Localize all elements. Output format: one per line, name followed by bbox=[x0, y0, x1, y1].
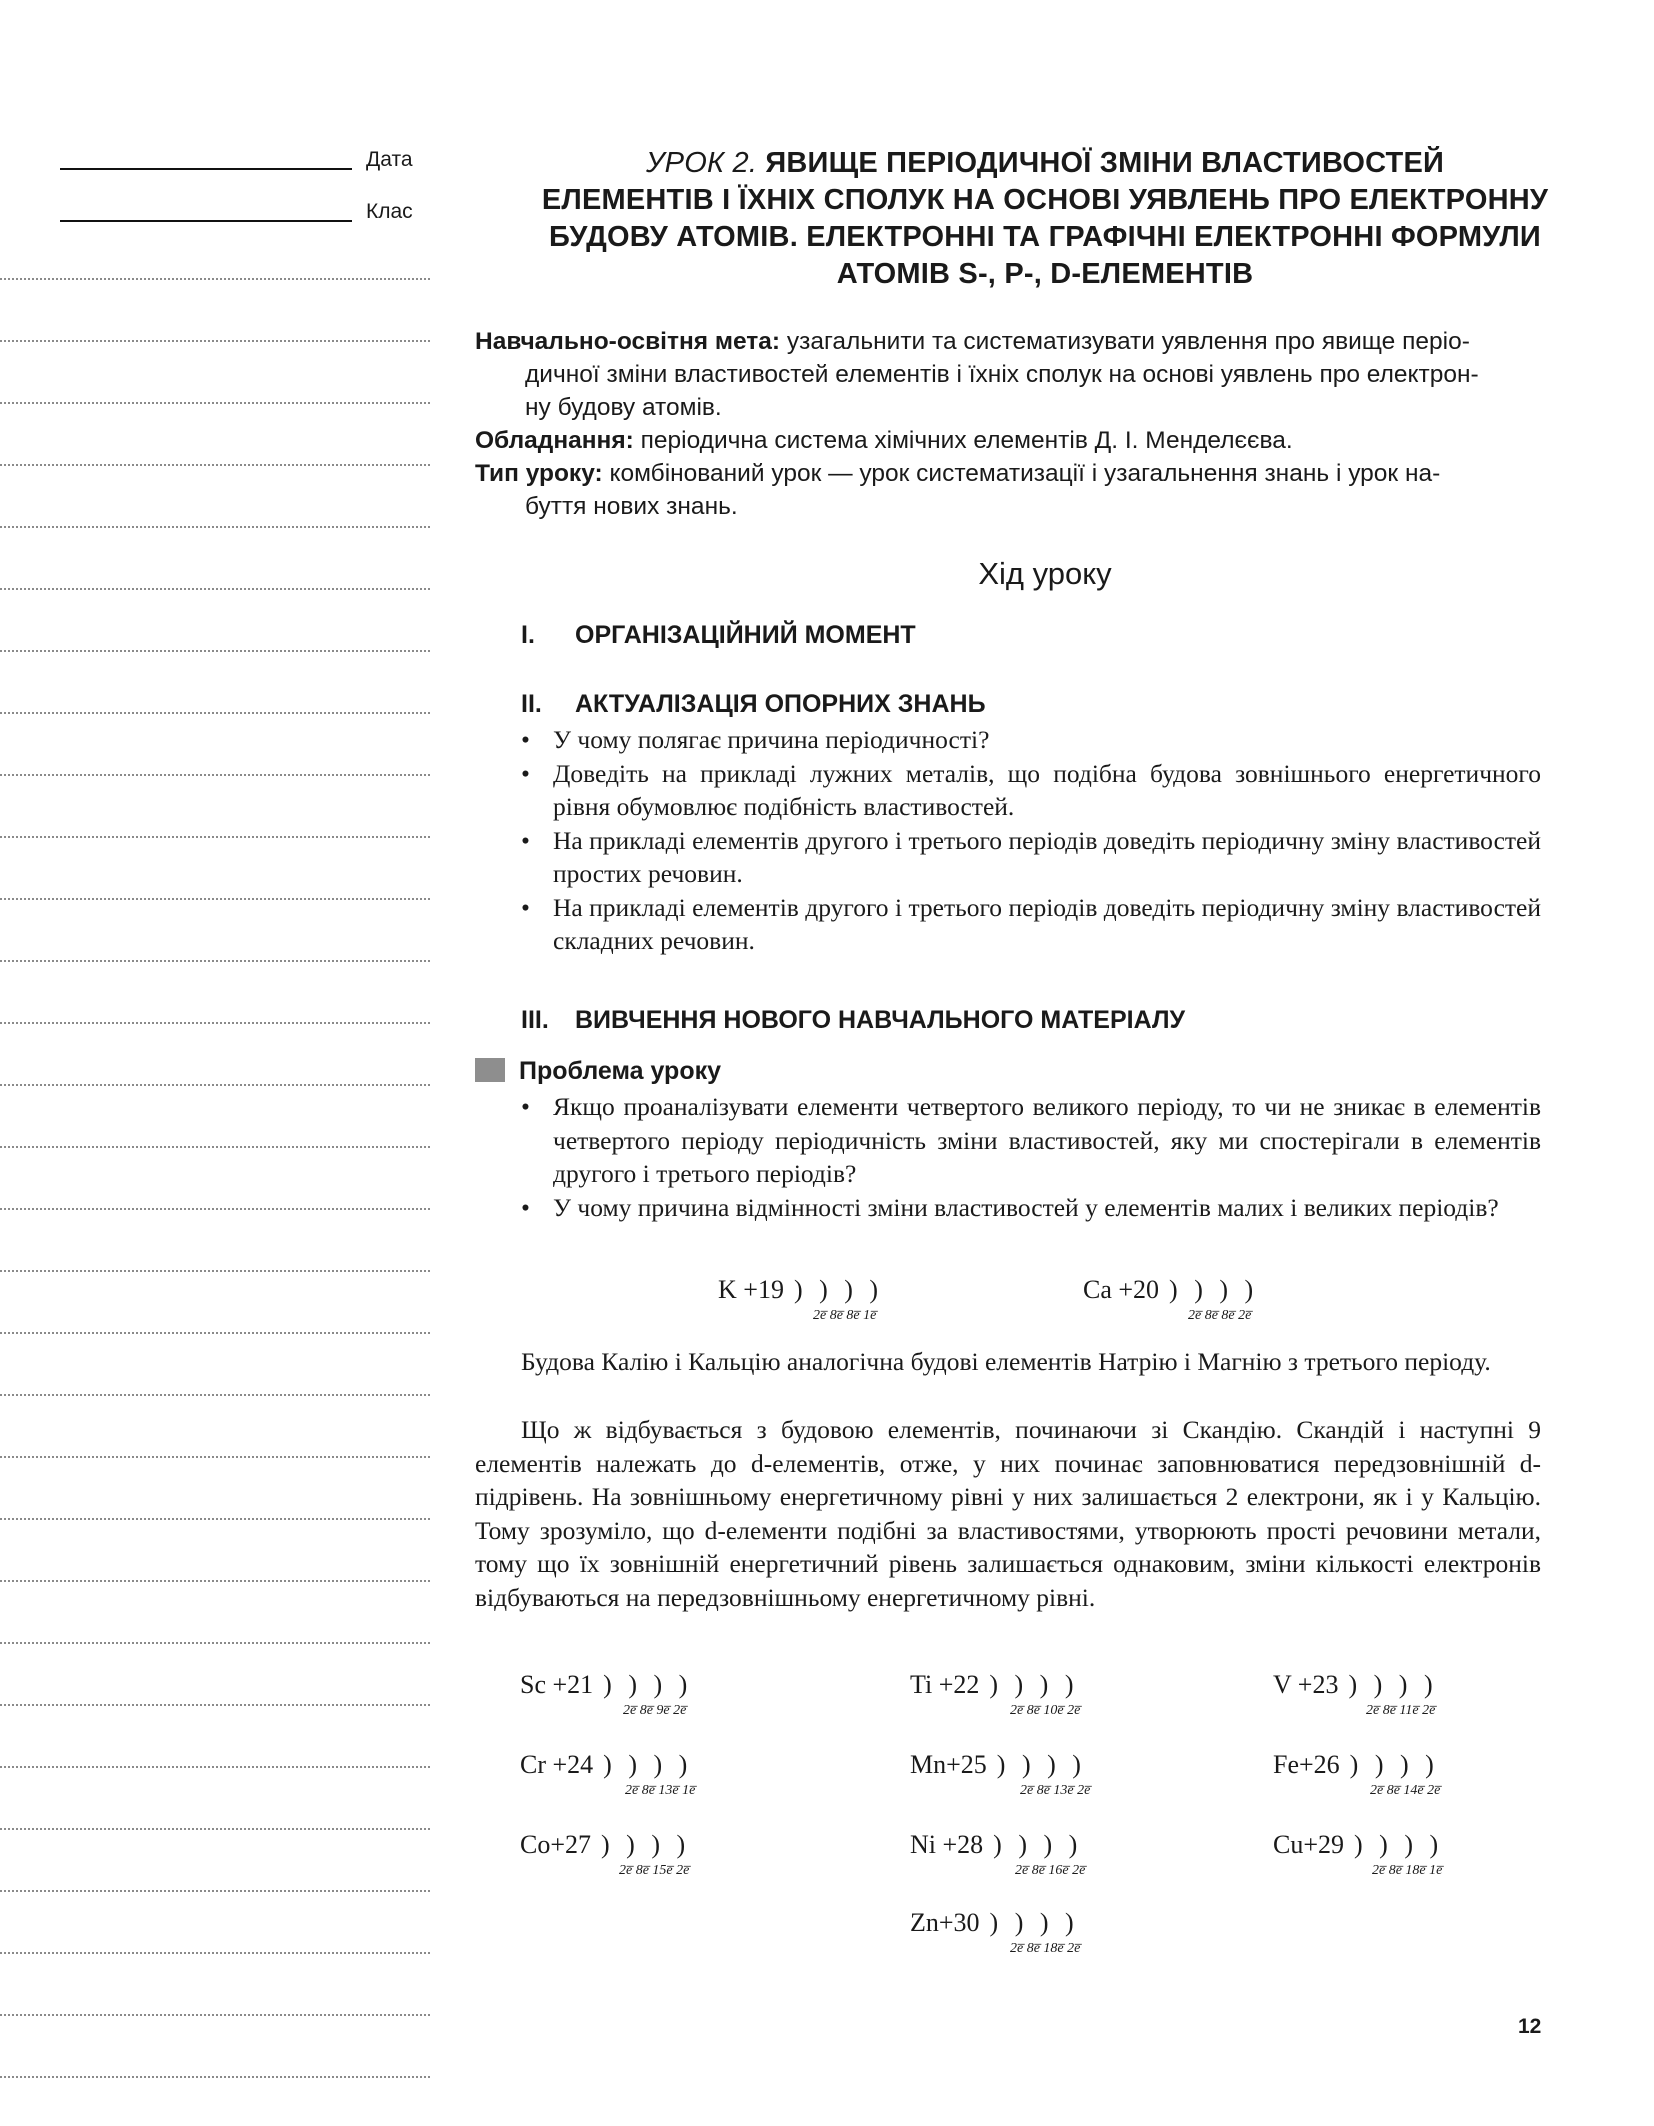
equipment-text: періодична система хімічних елементів Д. І. Менделєєва. bbox=[640, 427, 1293, 454]
page-number: 12 bbox=[1518, 2015, 1542, 2038]
date-label: Дата bbox=[366, 148, 413, 171]
energy-levels-icon: ) ) ) ) bbox=[1349, 1750, 1439, 1779]
type-label: Тип уроку: bbox=[475, 460, 603, 487]
scheme-label: Fe+26 bbox=[1273, 1750, 1340, 1779]
lesson-number: УРОК 2. bbox=[645, 147, 758, 179]
scheme-v bbox=[1273, 1670, 1438, 1718]
note-line bbox=[0, 1518, 430, 1520]
note-line bbox=[0, 1332, 430, 1334]
note-line bbox=[0, 1642, 430, 1644]
electron-counts: 2e̅ 8e̅ 14e̅ 2e̅ bbox=[1370, 1783, 1441, 1798]
scheme-k bbox=[718, 1275, 884, 1323]
scheme-ti bbox=[910, 1670, 1081, 1718]
section-1-title: ОРГАНІЗАЦІЙНИЙ МОМЕНТ bbox=[575, 621, 916, 649]
energy-levels-icon: ) ) ) ) bbox=[996, 1750, 1086, 1779]
bullet-icon: • bbox=[521, 1092, 530, 1121]
section-3-title: ВИВЧЕННЯ НОВОГО НАВЧАЛЬНОГО МАТЕРІАЛУ bbox=[575, 1006, 1186, 1034]
scheme-label: Ti +22 bbox=[910, 1670, 980, 1699]
note-line bbox=[0, 1146, 430, 1148]
scheme-ca bbox=[1083, 1275, 1259, 1323]
scheme-label: Ca +20 bbox=[1083, 1275, 1160, 1304]
class-field-line bbox=[60, 220, 352, 222]
scheme-cr bbox=[520, 1750, 696, 1798]
note-line bbox=[0, 464, 430, 466]
note-line bbox=[0, 2014, 430, 2016]
scheme-fe bbox=[1273, 1750, 1441, 1798]
electron-counts: 2e̅ 8e̅ 13e̅ 1e̅ bbox=[625, 1783, 696, 1798]
scheme-cu bbox=[1273, 1830, 1444, 1878]
note-line bbox=[0, 836, 430, 838]
scheme-label: Zn+30 bbox=[910, 1908, 980, 1937]
energy-levels-icon: ) ) ) ) bbox=[603, 1670, 693, 1699]
section-2-title: АКТУАЛІЗАЦІЯ ОПОРНИХ ЗНАНЬ bbox=[575, 690, 986, 718]
goal-label: Навчально-освітня мета: bbox=[475, 328, 781, 355]
section-3-heading bbox=[521, 1006, 1185, 1035]
energy-levels-icon: ) ) ) ) bbox=[603, 1750, 693, 1779]
list-item: • На прикладі елементів другого і третього періодів доведіть періодичну зміну властивостей простих речовин. bbox=[521, 825, 1541, 888]
note-line bbox=[0, 526, 430, 528]
problem-questions bbox=[521, 1090, 1541, 1224]
section-2-heading bbox=[521, 690, 986, 719]
list-item: • У чому причина відмінності зміни властивостей у елементів малих і великих періодів? bbox=[521, 1191, 1541, 1225]
electron-counts: 2e̅ 8e̅ 18e̅ 1e̅ bbox=[1372, 1863, 1443, 1878]
bullet-icon: • bbox=[521, 1192, 530, 1222]
scheme-mn bbox=[910, 1750, 1091, 1798]
date-field-line bbox=[60, 168, 352, 170]
electron-counts: 2e̅ 8e̅ 16e̅ 2e̅ bbox=[1015, 1863, 1086, 1878]
goal-text-2: дичної зміни властивостей елементів і їхніх сполук на основі уявлень про електрон- bbox=[525, 361, 1479, 388]
note-line bbox=[0, 1022, 430, 1024]
note-line bbox=[0, 960, 430, 962]
scheme-label: Mn+25 bbox=[910, 1750, 987, 1779]
energy-levels-icon: ) ) ) ) bbox=[1354, 1830, 1444, 1859]
scheme-sc bbox=[520, 1670, 693, 1718]
type-text-2: буття нових знань. bbox=[525, 493, 738, 520]
scheme-label: K +19 bbox=[718, 1275, 784, 1304]
note-line bbox=[0, 1704, 430, 1706]
electron-counts: 2e̅ 8e̅ 13e̅ 2e̅ bbox=[1020, 1783, 1091, 1798]
review-questions bbox=[521, 723, 1541, 958]
goal-text-3: ну будову атомів. bbox=[525, 394, 722, 421]
title-line-2: ЕЛЕМЕНТІВ І ЇХНІХ СПОЛУК НА ОСНОВІ УЯВЛЕНЬ ПРО ЕЛЕКТРОННУ bbox=[541, 184, 1549, 216]
lesson-info bbox=[475, 325, 1550, 523]
note-line bbox=[0, 1952, 430, 1954]
note-line bbox=[0, 402, 430, 404]
problem-heading-text: Проблема уроку bbox=[519, 1057, 722, 1085]
square-marker-icon bbox=[475, 1058, 505, 1082]
note-line bbox=[0, 774, 430, 776]
lesson-title bbox=[470, 145, 1620, 293]
electron-counts: 2e̅ 8e̅ 8e̅ 1e̅ bbox=[813, 1308, 877, 1323]
bullet-icon: • bbox=[521, 725, 530, 754]
course-heading: Хід уроку bbox=[978, 556, 1112, 591]
list-item: • Доведіть на прикладі лужних металів, що подібна будова зовнішнього енергетичного рівня обумовлює подібність властивостей. bbox=[521, 758, 1541, 821]
note-line bbox=[0, 1766, 430, 1768]
problem-heading bbox=[475, 1057, 721, 1086]
electron-counts: 2e̅ 8e̅ 15e̅ 2e̅ bbox=[619, 1863, 690, 1878]
note-line bbox=[0, 1208, 430, 1210]
electron-counts: 2e̅ 8e̅ 10e̅ 2e̅ bbox=[1010, 1703, 1081, 1718]
bullet-icon: • bbox=[521, 825, 530, 855]
electron-counts: 2e̅ 8e̅ 9e̅ 2e̅ bbox=[623, 1703, 687, 1718]
electron-counts: 2e̅ 8e̅ 8e̅ 2e̅ bbox=[1188, 1308, 1252, 1323]
note-line bbox=[0, 1890, 430, 1892]
equipment-label: Обладнання: bbox=[475, 427, 634, 454]
scheme-label: Cr +24 bbox=[520, 1750, 594, 1779]
energy-levels-icon: ) ) ) ) bbox=[989, 1908, 1079, 1937]
scheme-label: Sc +21 bbox=[520, 1670, 594, 1699]
list-item: • Якщо проаналізувати елементи четвертого великого періоду, то чи не зникає в елементів четвертого періоду періодичність зміни властивостей, яку ми спостерігали в елементів другого і третього періодів? bbox=[521, 1092, 1541, 1188]
scheme-co bbox=[520, 1830, 691, 1878]
energy-levels-icon: ) ) ) ) bbox=[1169, 1275, 1259, 1304]
note-line bbox=[0, 1456, 430, 1458]
scheme-label: V +23 bbox=[1273, 1670, 1339, 1699]
list-item: • У чому полягає причина періодичності? bbox=[521, 723, 1541, 757]
note-line bbox=[0, 1394, 430, 1396]
energy-levels-icon: ) ) ) ) bbox=[601, 1830, 691, 1859]
note-line bbox=[0, 650, 430, 652]
title-line-1: ЯВИЩЕ ПЕРІОДИЧНОЇ ЗМІНИ ВЛАСТИВОСТЕЙ bbox=[765, 147, 1445, 179]
title-line-3: БУДОВУ АТОМІВ. ЕЛЕКТРОННІ ТА ГРАФІЧНІ ЕЛЕКТРОННІ ФОРМУЛИ bbox=[549, 221, 1541, 253]
note-line bbox=[0, 1580, 430, 1582]
note-line bbox=[0, 898, 430, 900]
scheme-label: Co+27 bbox=[520, 1830, 592, 1859]
bullet-icon: • bbox=[521, 758, 530, 788]
note-line bbox=[0, 1828, 430, 1830]
note-line bbox=[0, 278, 430, 280]
note-line bbox=[0, 1084, 430, 1086]
type-text-1: комбінований урок — урок систематизації і узагальнення знань і урок на- bbox=[609, 460, 1441, 487]
section-1-heading bbox=[521, 621, 916, 650]
note-line bbox=[0, 588, 430, 590]
paragraph-1: Будова Калію і Кальцію аналогічна будові елементів Натрію і Магнію з третього періоду. bbox=[521, 1347, 1491, 1376]
note-line bbox=[0, 712, 430, 714]
electron-counts: 2e̅ 8e̅ 18e̅ 2e̅ bbox=[1010, 1941, 1081, 1956]
energy-levels-icon: ) ) ) ) bbox=[993, 1830, 1083, 1859]
energy-levels-icon: ) ) ) ) bbox=[793, 1275, 884, 1304]
paragraph-2: Що ж відбувається з будовою елементів, починаючи зі Скандію. Скандій і наступні 9 елементів належать до d-елементів, отже, у них починає заповнюватися передзовнішній d-підрівень. На зовнішньому енергетичному рівні у них залишається 2 електрони, як і у Кальцію. Тому зрозуміло, що d-елементи подібні за властивостями, утворюють прості речовини метали, тому що їх зовнішній енергетичний рівень залишається однаковим, зміни кількості електронів відбуваються на передзовнішньому енергетичному рівні. bbox=[475, 1415, 1541, 1612]
class-label: Клас bbox=[366, 200, 413, 223]
note-line bbox=[0, 1270, 430, 1272]
section-1-number: I. bbox=[521, 621, 535, 649]
energy-levels-icon: ) ) ) ) bbox=[989, 1670, 1079, 1699]
bullet-icon: • bbox=[521, 892, 530, 922]
goal-text-1: узагальнити та систематизувати уявлення про явище періо- bbox=[786, 328, 1470, 355]
section-2-number: II. bbox=[521, 690, 542, 718]
note-line bbox=[0, 2076, 430, 2078]
title-line-4: АТОМІВ S-, P-, D-ЕЛЕМЕНТІВ bbox=[836, 258, 1254, 290]
energy-levels-icon: ) ) ) ) bbox=[1348, 1670, 1438, 1699]
note-line bbox=[0, 340, 430, 342]
scheme-label: Ni +28 bbox=[910, 1830, 984, 1859]
list-item: • На прикладі елементів другого і третього періодів доведіть періодичну зміну властивостей складних речовин. bbox=[521, 892, 1541, 955]
section-3-number: III. bbox=[521, 1006, 549, 1034]
scheme-zn bbox=[910, 1908, 1081, 1956]
electron-counts: 2e̅ 8e̅ 11e̅ 2e̅ bbox=[1366, 1703, 1436, 1718]
scheme-ni bbox=[910, 1830, 1086, 1878]
scheme-label: Cu+29 bbox=[1273, 1830, 1345, 1859]
